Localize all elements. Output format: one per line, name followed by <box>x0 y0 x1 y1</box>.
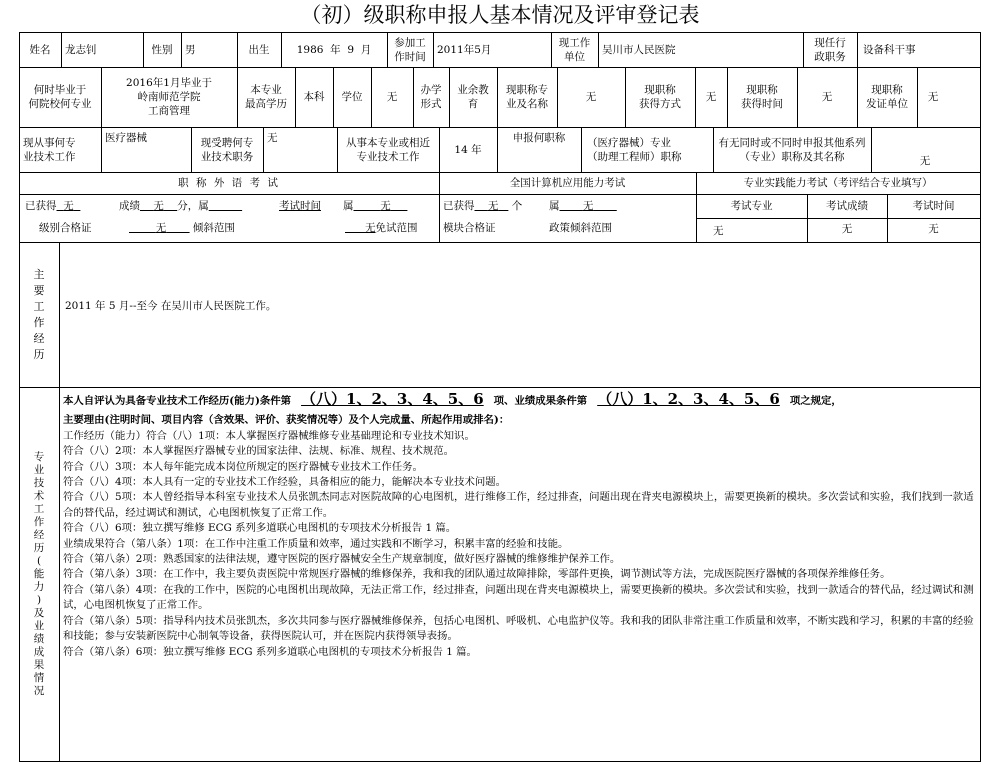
registration-form <box>19 32 981 762</box>
practice-time-value: 无 <box>928 223 939 235</box>
unit-label: 现工作 单位 <box>558 36 591 63</box>
unit-value: 吴川市人民医院 <box>602 43 676 56</box>
other-application-value: 无 <box>919 155 931 167</box>
comp-obtained-value: 无 <box>487 200 499 212</box>
reason-line: 符合（第八条）2项：熟悉国家的法律法规，遵守医院的医疗器械安全生产规章制度，做好医疗器械的维修维护保养工作。 <box>63 553 621 566</box>
comp-obtained <box>441 196 549 216</box>
obtain-mode-label: 现职称 获得方式 <box>639 84 681 110</box>
tech-work-value: 医疗器械 <box>105 132 147 144</box>
lang-level-cert: 级别合格证 <box>39 222 92 234</box>
practice-subject-value: 无 <box>713 225 724 237</box>
self-assessment-line: 本人自评认为具备专业技术工作经历(能力)条件第 （八）1、2、3、4、5、6 项、业绩成果条件第 （八）1、2、3、4、5、6 项之规定， <box>63 390 842 408</box>
lang-range-label: 倾斜范围 <box>192 222 235 234</box>
reason-line: 符合（第八条）6项：独立撰写维修 ECG 系列多道联心电图机的专项技术分析报告 1 篇。 <box>63 645 477 658</box>
current-title-value: 无 <box>585 91 597 103</box>
comp-belongs-value: 无 <box>582 200 594 212</box>
obtain-time-value: 无 <box>821 91 833 103</box>
month-unit: 月 <box>360 43 372 56</box>
comp-unit: 个 <box>511 200 523 212</box>
work-start-label: 参加工 作时间 <box>394 36 426 63</box>
work-years-label: 从事本专业或相近 专业技术工作 <box>346 136 430 163</box>
obtain-time-label: 现职称 获得时间 <box>741 84 783 110</box>
apply-title-label: 申报何职称 <box>512 132 566 144</box>
gender-value: 男 <box>185 43 196 56</box>
achievements-content <box>63 392 975 660</box>
hired-post-label: 现受聘何专 业技术职务 <box>200 136 254 163</box>
year-unit: 年 <box>330 43 341 56</box>
current-title-label: 现职称专 业及名称 <box>506 84 548 110</box>
lang-exempt-label: 免试范围 <box>375 222 418 234</box>
issuer-label: 现职称 发证单位 <box>866 84 908 110</box>
comp-module-cert: 模块合格证 <box>443 222 496 234</box>
admin-post-label: 现任行 政职务 <box>814 36 846 63</box>
reason-line: 符合（第八条）5项：指导科内技术员张凯杰，多次共同参与医疗器械维修保养，包括心电图机、呼吸机、心电监护仪等。我和我的团队非常注重工作质量和效率，不断实践和学习，积累的丰富的经验和技能；参与安装新医院中心制氧等设备，获得医院认可，并在医院内获得领导表扬。 <box>63 614 974 643</box>
lang-range-value: 无 <box>155 222 167 234</box>
form-title: （初）级职称申报人基本情况及评审登记表 <box>300 3 700 27</box>
lang-belongs-text: 属 <box>343 200 354 212</box>
lang-belongs <box>341 196 439 216</box>
study-mode-value: 业余教 育 <box>457 84 489 110</box>
graduation-value: 2016年1月毕业于 岭南师范学院 工商管理 <box>126 77 212 117</box>
issuer-value: 无 <box>927 91 939 103</box>
lang-score-unit: 分，属 <box>177 200 209 212</box>
obtain-mode-value: 无 <box>705 91 717 103</box>
degree-label: 学位 <box>341 91 363 103</box>
achievements-label: 专 业 技 术 工 作 经 历 ( 能 力 ) 及 业 绩 成 果 情 况 <box>33 450 45 697</box>
lang-belongs-value: 无 <box>380 200 391 212</box>
lang-exam-time-label: 考试时间 <box>279 200 321 212</box>
reason-line: 符合（八）4项：本人具有一定的专业技术工作经验，具备相应的能力，能解决本专业技术问题。 <box>63 476 507 489</box>
practice-subject-label: 考试专业 <box>730 200 773 212</box>
practice-score-label: 考试成绩 <box>826 200 868 212</box>
birth-year: 1986 <box>296 43 324 56</box>
tech-work-label: 现从事何专 业技术工作 <box>23 136 76 163</box>
lang-score <box>117 196 287 216</box>
computer-exam-header: 全国计算机应用能力考试 <box>509 177 626 189</box>
achievement-clauses: （八）1、2、3、4、5、6 <box>597 390 780 408</box>
reason-line: 符合（第八条）4项：在我的工作中，医院的心电图机出现故障，无法正常工作，经过排查，问题出现在背夹电源模块上，需要更换新的模块。多次尝试和实验，找到一款适合的替代品，经过调试和测试，心电图机恢复了正常工作。 <box>63 583 974 612</box>
reason-line: 符合（八）2项：本人掌握医疗器械专业的国家法律、法规、标准、规程、技术规范。 <box>63 445 455 458</box>
lang-tilt-range <box>127 218 277 238</box>
practice-time-label: 考试时间 <box>912 200 955 212</box>
comp-belongs-text: 属 <box>549 200 560 212</box>
lang-exempt-value: 无 <box>365 222 376 234</box>
lang-obtained-text: 已获得 <box>25 200 57 212</box>
birth-date <box>281 32 387 67</box>
experience-clauses: （八）1、2、3、4、5、6 <box>301 390 484 408</box>
apply-title-value: （医疗器械）专业 （助理工程师）职称 <box>587 136 682 163</box>
degree-value: 无 <box>386 91 398 103</box>
reason-line: 符合（第八条）3项：在工作中，我主要负责医院中常规医疗器械的维修保养，我和我的团队通过故障排除，零部件更换，调节测试等方法，完成医院医疗器械的各项保养维修任务。 <box>63 568 891 581</box>
other-application-label: 有无同时或不同时申报其他系列 （专业）职称及其名称 <box>718 136 866 163</box>
gender-label: 性别 <box>151 43 173 56</box>
admin-post-value: 设备科干事 <box>863 43 916 56</box>
comp-obtained-text: 已获得 <box>443 200 475 212</box>
birth-label: 出生 <box>248 43 270 56</box>
name-value: 龙志钊 <box>65 43 97 56</box>
name-label: 姓名 <box>29 43 51 56</box>
graduation-label: 何时毕业于 何院校何专业 <box>28 84 92 110</box>
birth-month: 9 <box>347 43 355 56</box>
experience-label: 主 要 工 作 经 历 <box>33 267 45 361</box>
reason-heading: 主要理由(注明时间、项目内容（含效果、评价、获奖情况等）及个人完成量、所起作用或排名)： <box>63 414 510 427</box>
experience-content: 2011 年 5 月--至今 在吴川市人民医院工作。 <box>65 300 277 312</box>
lang-score-value: 无 <box>153 200 164 212</box>
foreign-language-exam-header: 职 称 外 语 考 试 <box>178 177 280 189</box>
work-start-value: 2011年5月 <box>437 43 492 56</box>
practice-exam-header: 专业实践能力考试（考评结合专业填写） <box>743 177 933 189</box>
lang-score-label: 成绩 <box>119 200 140 212</box>
comp-policy-range: 政策倾斜范围 <box>549 222 612 234</box>
study-mode-label: 办学 形式 <box>420 84 442 110</box>
reason-line: 业绩成果符合（第八条）1项：在工作中注重工作质量和效率，通过实践和不断学习，积累丰富的经验和技能。 <box>63 537 569 550</box>
lang-obtained-value: 无 <box>63 200 74 212</box>
education-label: 本专业 最高学历 <box>245 84 287 110</box>
lang-exempt <box>343 218 439 238</box>
practice-score-value: 无 <box>841 223 853 235</box>
work-years-value: 14 年 <box>454 143 482 156</box>
education-value: 本科 <box>303 91 325 103</box>
reason-line: 符合（八）5项：本人曾经指导本科室专业技术人员张凯杰同志对医院故障的心电图机，进行维修工作，经过排查，问题出现在背夹电源模块上，需要更换新的模块。多次尝试和实验，我们找到一款适合的替代品，经过调试和测试，心电图机恢复了正常工作。 <box>63 491 974 519</box>
comp-belongs <box>547 196 695 216</box>
reason-line: 工作经历（能力）符合（八）1项：本人掌握医疗器械维修专业基础理论和专业技术知识。 <box>63 429 475 442</box>
hired-post-value: 无 <box>267 132 278 144</box>
reason-line: 符合（八）3项：本人每年能完成本岗位所规定的医疗器械专业技术工作任务。 <box>63 460 423 473</box>
reason-line: 符合（八）6项：独立撰写维修 ECG 系列多道联心电图机的专项技术分析报告 1 篇。 <box>63 522 457 535</box>
lang-obtained <box>23 196 123 216</box>
